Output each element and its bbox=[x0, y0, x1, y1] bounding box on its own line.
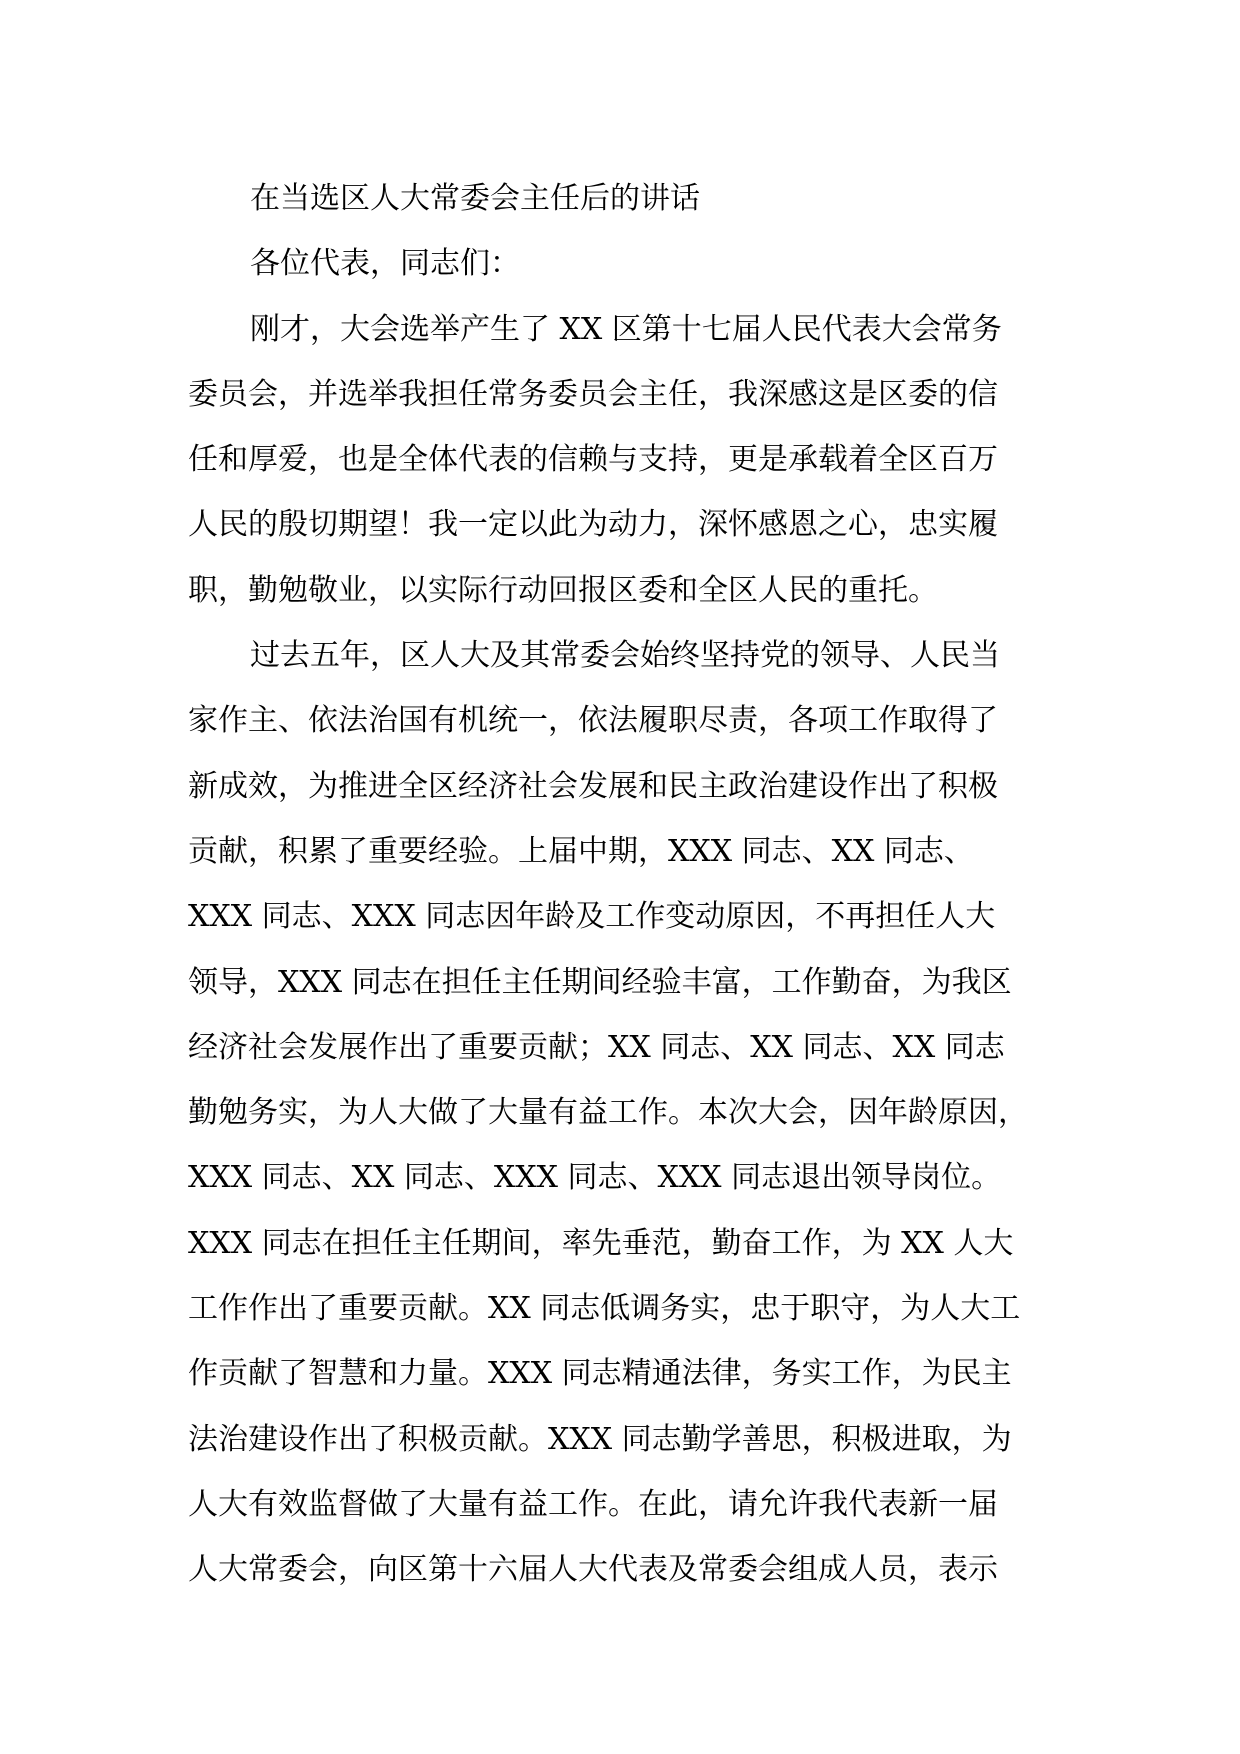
paragraph-line: 人大常委会，向区第十六届人大代表及常委会组成人员，表示 bbox=[188, 1552, 998, 1588]
salutation: 各位代表，同志们： bbox=[250, 246, 520, 282]
paragraph-line: 任和厚爱，也是全体代表的信赖与支持，更是承载着全区百万 bbox=[188, 442, 998, 478]
paragraph-line: 作贡献了智慧和力量。XXX 同志精通法律，务实工作，为民主 bbox=[188, 1356, 1012, 1392]
paragraph-line: 家作主、依法治国有机统一，依法履职尽责，各项工作取得了 bbox=[188, 703, 998, 739]
document-body bbox=[188, 166, 1058, 1603]
paragraph-line: XXX 同志、XXX 同志因年龄及工作变动原因，不再担任人大 bbox=[188, 899, 996, 935]
paragraph-line: 委员会，并选举我担任常务委员会主任，我深感这是区委的信 bbox=[188, 376, 998, 412]
paragraph-line: 人民的殷切期望！我一定以此为动力，深怀感恩之心，忠实履 bbox=[188, 507, 998, 543]
paragraph-line: 贡献，积累了重要经验。上届中期，XXX 同志、XX 同志、 bbox=[188, 833, 974, 869]
document-title: 在当选区人大常委会主任后的讲话 bbox=[250, 181, 700, 216]
paragraph-line: 过去五年，区人大及其常委会始终坚持党的领导、人民当 bbox=[250, 638, 1000, 674]
paragraph-line: 勤勉务实，为人大做了大量有益工作。本次大会，因年龄原因， bbox=[188, 1095, 1028, 1131]
paragraph-line: 人大有效监督做了大量有益工作。在此，请允许我代表新一届 bbox=[188, 1486, 998, 1522]
paragraph-line: 新成效，为推进全区经济社会发展和民主政治建设作出了积极 bbox=[188, 768, 998, 804]
paragraph-2 bbox=[188, 623, 1058, 1602]
paragraph-line: 法治建设作出了积极贡献。XXX 同志勤学善思，积极进取，为 bbox=[188, 1421, 1012, 1457]
paragraph-1 bbox=[188, 297, 1058, 623]
paragraph-line: 经济社会发展作出了重要贡献；XX 同志、XX 同志、XX 同志 bbox=[188, 1029, 1005, 1065]
paragraph-line: 工作作出了重要贡献。XX 同志低调务实，忠于职守，为人大工 bbox=[188, 1291, 1021, 1327]
paragraph-line: XXX 同志在担任主任期间，率先垂范，勤奋工作，为 XX 人大 bbox=[188, 1225, 1014, 1261]
paragraph-line: 职，勤勉敬业，以实际行动回报区委和全区人民的重托。 bbox=[188, 572, 938, 608]
paragraph-line: XXX 同志、XX 同志、XXX 同志、XXX 同志退出领导岗位。 bbox=[188, 1160, 1002, 1196]
paragraph-line: 刚才，大会选举产生了 XX 区第十七届人民代表大会常务 bbox=[250, 311, 1002, 347]
paragraph-line: 领导，XXX 同志在担任主任期间经验丰富，工作勤奋，为我区 bbox=[188, 964, 1012, 1000]
